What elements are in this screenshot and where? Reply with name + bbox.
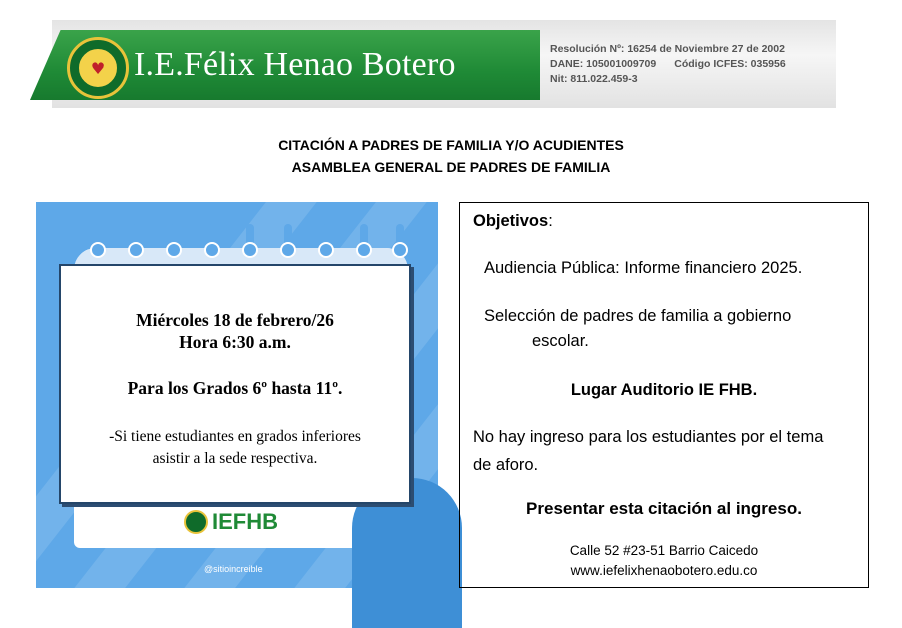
calendar-ring-icon <box>396 224 404 252</box>
school-address: Calle 52 #23-51 Barrio Caicedo <box>569 543 759 558</box>
school-registration-info <box>550 42 786 87</box>
page-subtitle: ASAMBLEA GENERAL DE PADRES DE FAMILIA <box>291 159 611 175</box>
calendar-ring-icon <box>246 224 254 252</box>
header-banner <box>30 20 836 108</box>
calendar-ring-icon <box>132 224 140 252</box>
meeting-note-line1: -Si tiene estudiantes en grados inferiores <box>109 428 361 445</box>
school-name: I.E.Félix Henao Botero <box>134 46 456 83</box>
brand-text: IEFHB <box>212 509 278 534</box>
meeting-time: Hora 6:30 a.m. <box>179 332 291 352</box>
meeting-note-line2: asistir a la sede respectiva. <box>152 450 318 467</box>
meeting-date: Miércoles 18 de febrero/26 <box>136 310 334 330</box>
objective-item-2-cont: escolar. <box>532 332 589 350</box>
notice-line2: de aforo. <box>473 456 539 474</box>
resolution-text: Resolución Nº: 16254 de Noviembre 27 de 2002 <box>550 43 785 55</box>
objective-item-2: Selección de padres de familia a gobierno <box>484 307 792 325</box>
calendar-ring-icon <box>94 224 102 252</box>
meeting-details-card <box>59 264 411 504</box>
objectives-box <box>459 202 869 588</box>
nit-code: Nit: 811.022.459-3 <box>550 73 638 85</box>
objective-item-1: Audiencia Pública: Informe financiero 2025. <box>484 259 803 277</box>
school-website[interactable]: www.iefelixhenaobotero.edu.co <box>570 563 758 578</box>
objectives-heading: Objetivos: <box>473 212 553 230</box>
meeting-place: Lugar Auditorio IE FHB. <box>570 381 758 399</box>
school-seal-icon <box>67 37 129 99</box>
calendar-ring-icon <box>208 224 216 252</box>
school-seal-small-icon <box>184 510 208 534</box>
heart-icon: ♥ <box>77 47 119 89</box>
calendar-ring-icon <box>284 224 292 252</box>
notice-line1: No hay ingreso para los estudiantes por el tema <box>473 428 824 446</box>
calendar-ring-icon <box>360 224 368 252</box>
social-handle: @sitioincreible <box>204 564 263 574</box>
dane-code: DANE: 105001009709 <box>550 58 657 70</box>
calendar-ring-icon <box>170 224 178 252</box>
present-instruction: Presentar esta citación al ingreso. <box>526 499 802 518</box>
meeting-grades: Para los Grados 6º hasta 11º. <box>127 378 343 398</box>
page-title: CITACIÓN A PADRES DE FAMILIA Y/O ACUDIENTES <box>278 137 624 153</box>
icfes-code: Código ICFES: 035956 <box>674 58 786 70</box>
calendar-ring-icon <box>322 224 330 252</box>
